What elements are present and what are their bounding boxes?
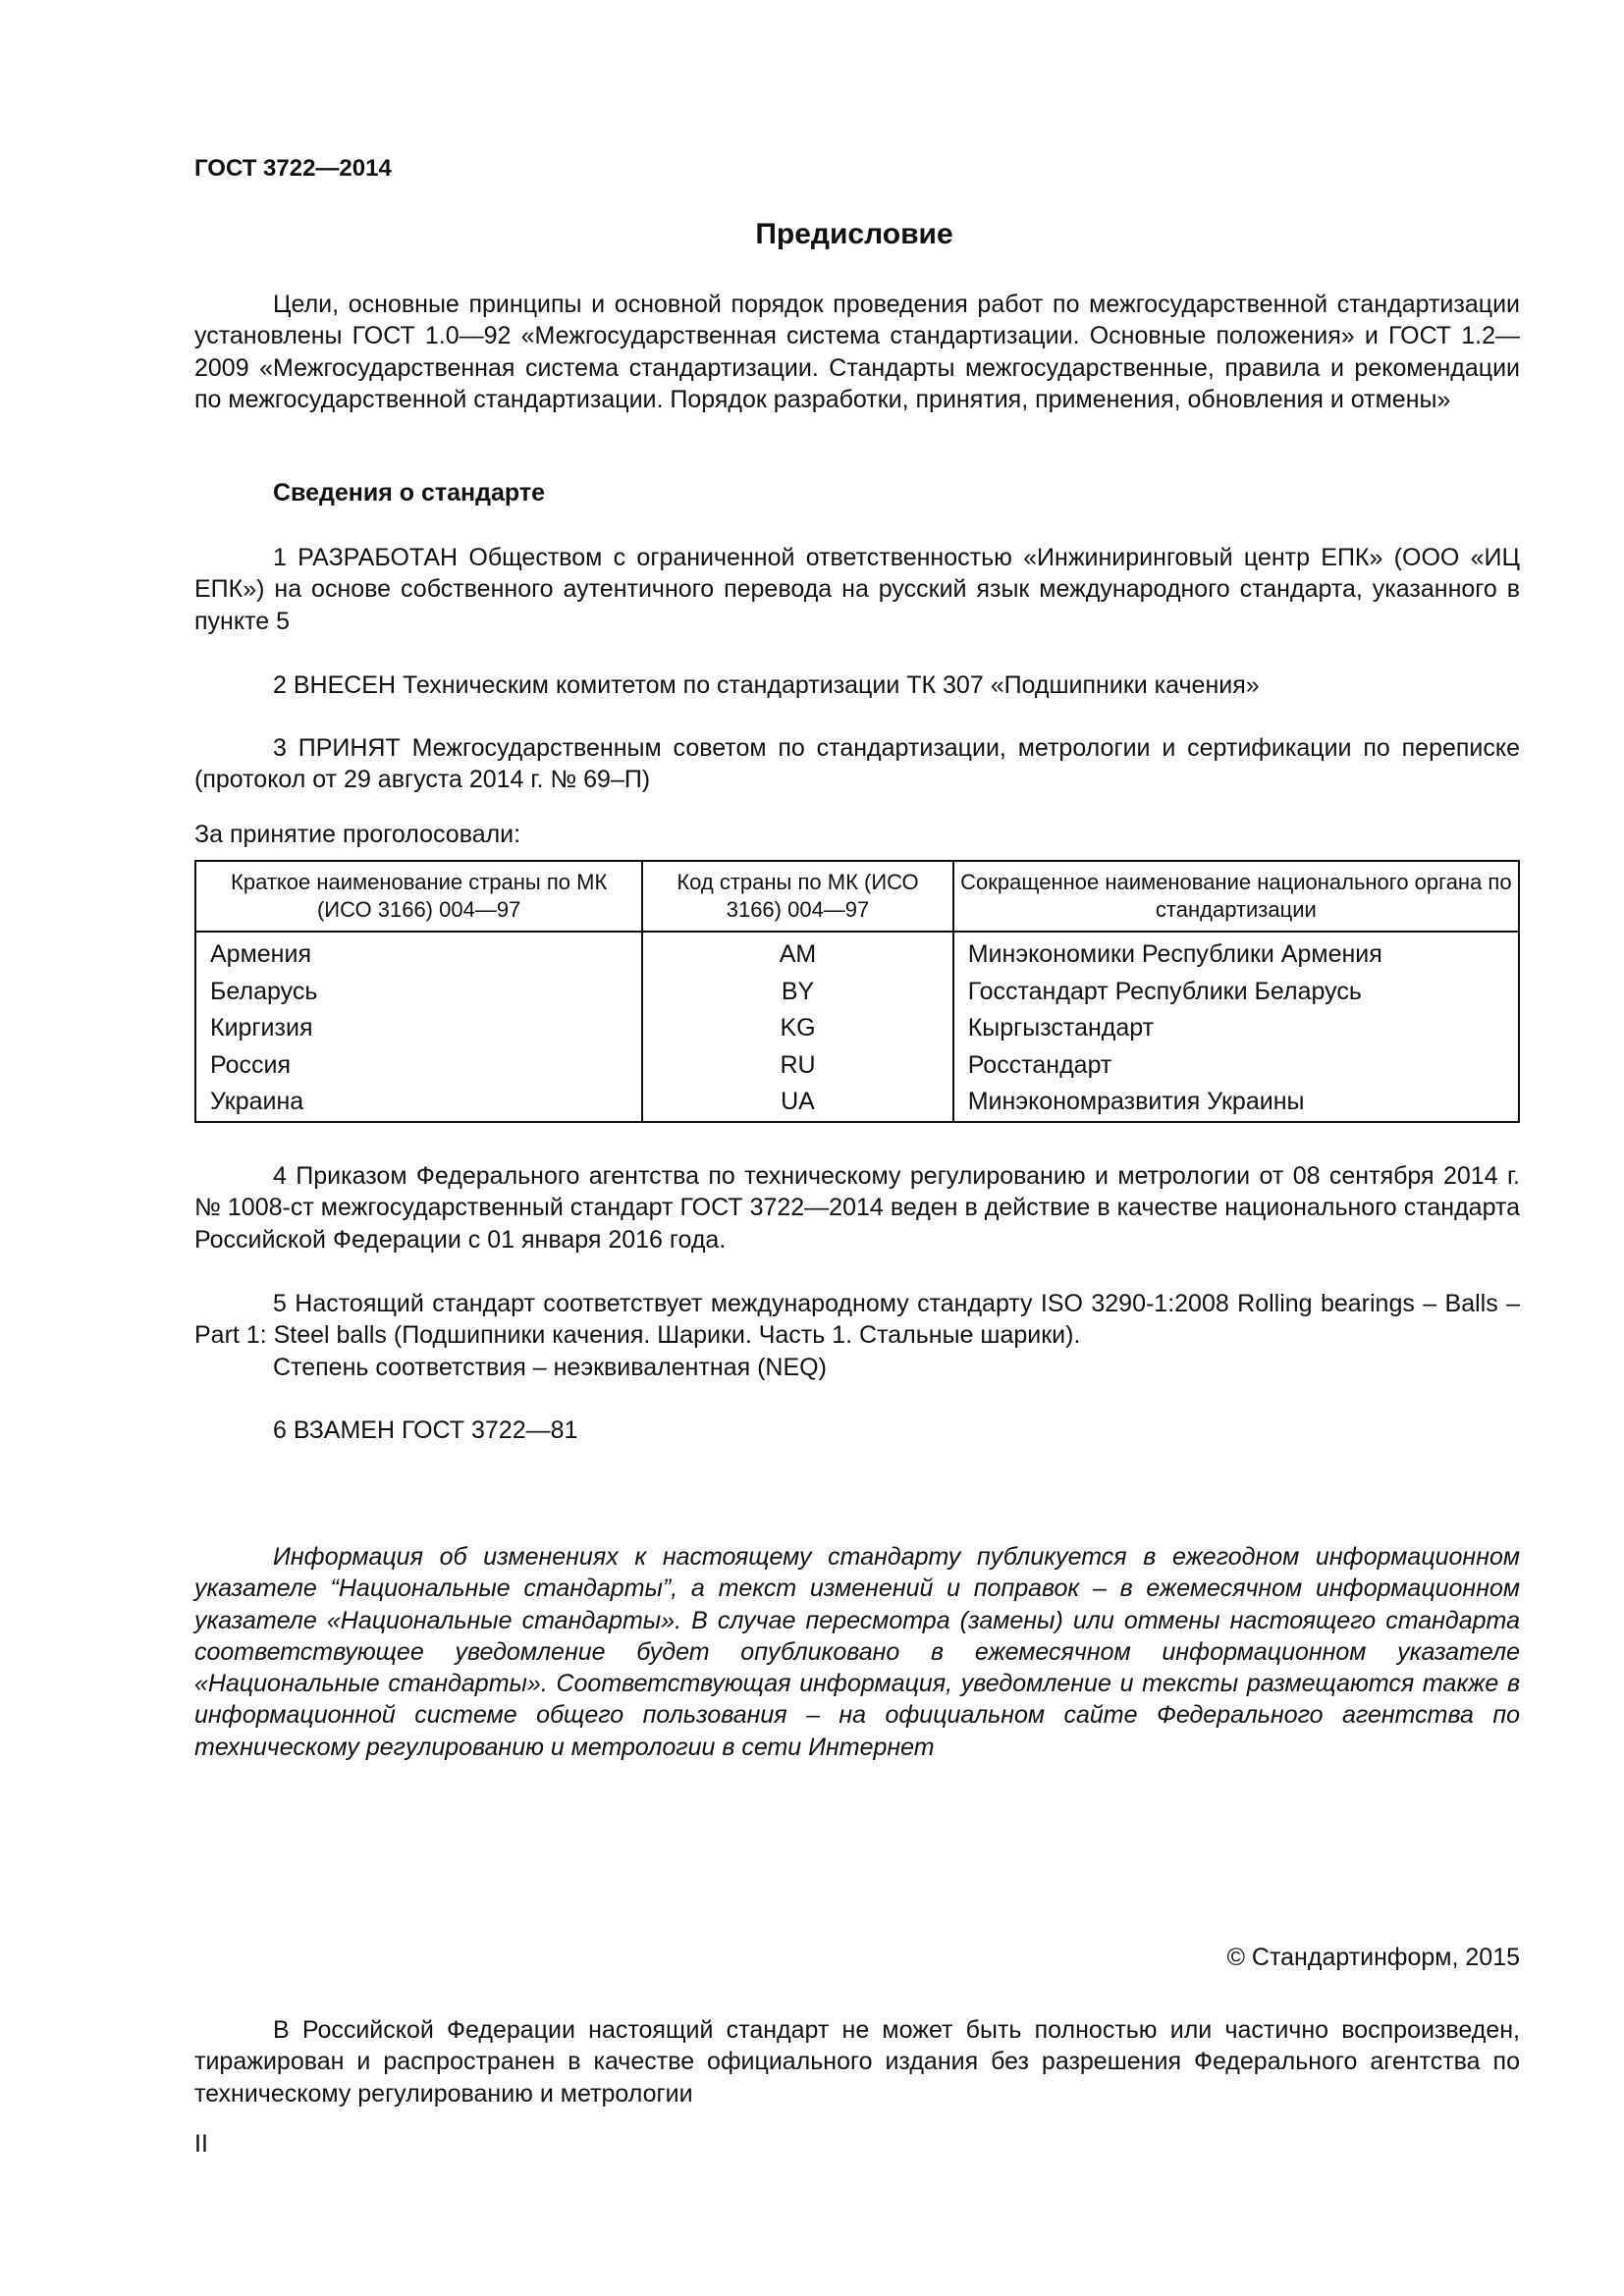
page-title: Предисловие (755, 218, 953, 250)
item-5-degree: Степень соответствия – неэквивалентная (NEQ) (273, 1354, 827, 1381)
country-cell: Украина (195, 1084, 642, 1122)
item-5-correspondence: 5 Настоящий стандарт соответствует международному стандарту ISO 3290-1:2008 Rolling bearings – Balls – Part 1: Steel balls (Подшипники качения. Шарики. Часть 1. Стальные шарики). (194, 1290, 1520, 1350)
authority-cell: Кыргызстандарт (953, 1010, 1519, 1047)
page-number: II (194, 2130, 208, 2158)
table-row (195, 1084, 1519, 1122)
table-row (195, 932, 1519, 974)
authority-cell: Минэкономики Республики Армения (953, 932, 1519, 974)
table-row (195, 1010, 1519, 1047)
table-row (195, 1047, 1519, 1085)
document-header: ГОСТ 3722—2014 (194, 155, 392, 182)
country-cell: Киргизия (195, 1010, 642, 1047)
item-4-order: 4 Приказом Федерального агентства по техническому регулированию и метрологии от 08 сентября 2014 г. № 1008-ст межгосударственный стандарт ГОСТ 3722—2014 веден в действие в качестве национального стандарта Российской Федерации с 01 января 2016 года. (194, 1162, 1520, 1254)
code-cell: UA (642, 1084, 952, 1122)
vote-caption: За принятие проголосовали: (194, 821, 521, 848)
item-1-developed: 1 РАЗРАБОТАН Обществом с ограниченной ответственностью «Инжиниринговый центр ЕПК» (ООО «ИЦ ЕПК») на основе собственного аутентичного перевода на русский язык международного стандарта, указанного в пункте 5 (194, 544, 1520, 635)
intro-paragraph: Цели, основные принципы и основной порядок проведения работ по межгосударственной стандартизации установлены ГОСТ 1.0—92 «Межгосударственная система стандартизации. Основные положения» и ГОСТ 1.2—2009 «Межгосударственная система стандартизации. Стандарты межгосударственные, правила и рекомендации по межгосударственной стандартизации. Порядок разработки, принятия, применения, обновления и отмены» (194, 291, 1520, 413)
item-2-introduced: 2 ВНЕСЕН Техническим комитетом по стандартизации ТК 307 «Подшипники качения» (273, 671, 1260, 699)
authority-cell: Росстандарт (953, 1047, 1519, 1085)
authority-cell: Госстандарт Республики Беларусь (953, 974, 1519, 1011)
info-heading: Сведения о стандарте (273, 479, 546, 507)
country-cell: Армения (195, 932, 642, 974)
code-cell: RU (642, 1047, 952, 1085)
code-cell: KG (642, 1010, 952, 1047)
voting-table (194, 860, 1520, 1123)
item-3-adopted: 3 ПРИНЯТ Межгосударственным советом по стандартизации, метрологии и сертификации по переписке (протокол от 29 августа 2014 г. № 69–П) (194, 734, 1520, 794)
table-row (195, 974, 1519, 1011)
reproduction-rights: В Российской Федерации настоящий стандарт не может быть полностью или частично воспроизведен, тиражирован и распространен в качестве официального издания без разрешения Федерального агентства по техническому регулированию и метрологии (194, 2016, 1520, 2108)
country-cell: Беларусь (195, 974, 642, 1011)
changes-notice: Информация об изменениях к настоящему стандарту публикуется в ежегодном информационном указателе “Национальные стандарты”, а текст изменений и поправок – в ежемесячном информационном указателе «Национальные стандарты». В случае пересмотра (замены) или отмены настоящего стандарта соответствующее уведомление будет опубликовано в ежемесячном информационном указателе «Национальные стандарты». Соответствующая информация, уведомление и тексты размещаются также в информационной системе общего пользования – на официальном сайте Федерального агентства по техническому регулированию и метрологии в сети Интернет (194, 1543, 1520, 1761)
code-cell: BY (642, 974, 952, 1011)
country-cell: Россия (195, 1047, 642, 1085)
table-header-code: Код страны по МК (ИСО 3166) 004—97 (642, 861, 952, 932)
code-cell: AM (642, 932, 952, 974)
table-header-authority: Сокращенное наименование национального органа по стандартизации (953, 861, 1519, 932)
authority-cell: Минэкономразвития Украины (953, 1084, 1519, 1122)
item-6-replaces: 6 ВЗАМЕН ГОСТ 3722—81 (273, 1416, 578, 1444)
copyright-line: © Стандартинформ, 2015 (1226, 1944, 1520, 1971)
table-header-country: Краткое наименование страны по МК (ИСО 3166) 004—97 (195, 861, 642, 932)
table-header-row (195, 861, 1519, 932)
